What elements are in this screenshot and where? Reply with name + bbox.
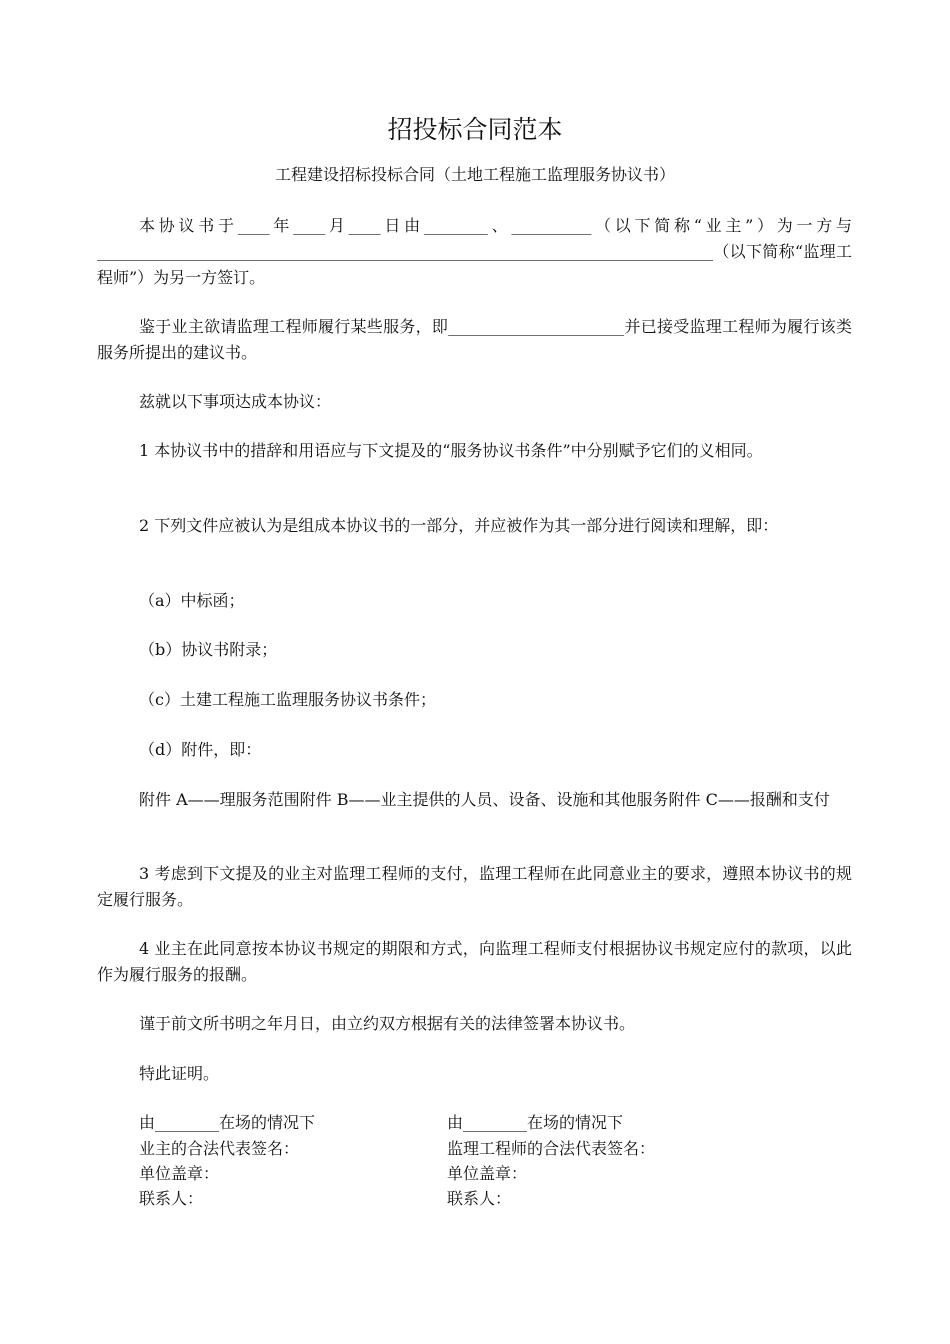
paragraph-signing: 谨于前文所书明之年月日，由立约双方根据有关的法律签署本协议书。 <box>139 1014 636 1033</box>
signature-right-engineer-rep: 监理工程师的合法代表签名： <box>447 1139 656 1158</box>
paragraph-clause-3: 3 考虑到下文提及的业主对监理工程师的支付，监理工程师在此同意业主的要求，遵照本协议书的规定履行服务。 <box>97 864 852 909</box>
document-title: 招投标合同范本 <box>387 115 563 144</box>
list-item-a: （a）中标函； <box>139 591 245 610</box>
list-item-c: （c）土建工程施工监理服务协议书条件； <box>139 690 436 709</box>
document-subtitle: 工程建设招标投标合同（土地工程施工监理服务协议书） <box>274 165 675 184</box>
signature-left-owner-rep: 业主的合法代表签名： <box>139 1139 300 1158</box>
signature-right-presence: 由________在场的情况下 <box>447 1113 624 1132</box>
signature-left-presence: 由________在场的情况下 <box>139 1113 316 1132</box>
paragraph-intro: 兹就以下事项达成本协议： <box>139 392 332 411</box>
paragraph-clause-2: 2 下列文件应被认为是组成本协议书的一部分，并应被作为其一部分进行阅读和理解，即： <box>139 516 779 535</box>
paragraph-witness: 特此证明。 <box>139 1064 220 1083</box>
signature-right-contact: 联系人： <box>447 1189 512 1208</box>
paragraph-parties: 本协议书于____年____月____日由________、__________（以下简称“业主”）为一方与_____________________________________________________________________________（以下简称“监理工程师”）为另一方签订。 <box>97 216 852 287</box>
signature-left-seal: 单位盖章： <box>139 1164 220 1183</box>
signature-right-seal: 单位盖章： <box>447 1164 528 1183</box>
paragraph-clause-4: 4 业主在此同意按本协议书规定的期限和方式，向监理工程师支付根据协议书规定应付的款项，以此作为履行服务的报酬。 <box>97 939 852 984</box>
paragraph-services: 鉴于业主欲请监理工程师履行某些服务，即______________________并已接受监理工程师为履行该类服务所提出的建议书。 <box>97 317 852 362</box>
list-item-b: （b）协议书附录； <box>139 640 278 659</box>
signature-left-contact: 联系人： <box>139 1189 204 1208</box>
list-item-d: （d）附件，即： <box>139 740 262 759</box>
paragraph-attachments: 附件 A——理服务范围附件 B——业主提供的人员、设备、设施和其他服务附件 C——报酬和支付 <box>139 790 830 809</box>
paragraph-clause-1: 1 本协议书中的措辞和用语应与下文提及的“服务协议书条件”中分别赋予它们的义相同。 <box>139 441 763 460</box>
